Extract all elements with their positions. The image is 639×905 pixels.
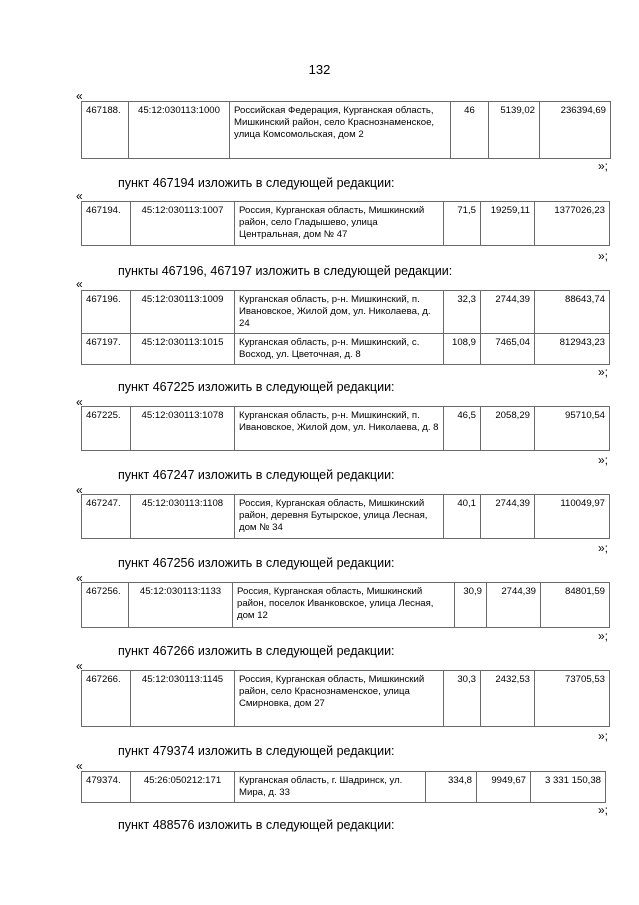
cadastral-number: 45:12:030113:1108: [131, 495, 235, 539]
record-table: [81, 101, 611, 159]
area: 46,5: [444, 407, 481, 451]
close-quote: »;: [598, 453, 609, 467]
amendment-heading: пункт 467194 изложить в следующей редакции:: [118, 176, 395, 190]
open-quote: «: [76, 759, 83, 773]
cadastral-value: 3 331 150,38: [531, 772, 606, 803]
record-number: 467225.: [82, 407, 131, 451]
record-number: 467196.: [82, 291, 131, 334]
cadastral-number: 45:12:030113:1145: [131, 671, 235, 727]
address: Россия, Курганская область, Мишкинский район, село Гладышево, улица Центральная, дом № 47: [235, 202, 444, 246]
close-quote: »;: [598, 159, 609, 173]
record-number: 467247.: [82, 495, 131, 539]
cadastral-value: 95710,54: [535, 407, 610, 451]
table-row: [82, 407, 610, 451]
record-table: [81, 406, 610, 451]
price: 9949,67: [477, 772, 531, 803]
cadastral-value: 73705,53: [535, 671, 610, 727]
open-quote: «: [76, 395, 83, 409]
cadastral-number: 45:12:030113:1007: [131, 202, 235, 246]
record-number: 467188.: [82, 102, 129, 159]
cadastral-value: 236394,69: [540, 102, 611, 159]
record-number: 467197.: [82, 334, 131, 365]
table-row: [82, 291, 610, 334]
cadastral-value: 110049,97: [535, 495, 610, 539]
record-number: 467266.: [82, 671, 131, 727]
amendment-heading: пункт 467247 изложить в следующей редакции:: [118, 468, 395, 482]
close-quote: »;: [598, 729, 609, 743]
record-number: 467194.: [82, 202, 131, 246]
table-row: [82, 671, 610, 727]
open-quote: «: [76, 659, 83, 673]
close-quote: »;: [598, 365, 609, 379]
area: 108,9: [444, 334, 481, 365]
address: Россия, Курганская область, Мишкинский район, село Краснознаменское, улица Смирновка, дом 27: [235, 671, 444, 727]
address: Курганская область, р-н. Мишкинский, с. Восход, ул. Цветочная, д. 8: [235, 334, 444, 365]
area: 334,8: [426, 772, 477, 803]
table-row: [82, 583, 610, 628]
area: 30,9: [455, 583, 487, 628]
address: Россия, Курганская область, Мишкинский район, поселок Иванковское, улица Лесная, дом 12: [233, 583, 455, 628]
close-quote: »;: [598, 541, 609, 555]
table-row: [82, 202, 610, 246]
area: 46: [451, 102, 489, 159]
cadastral-number: 45:26:050212:171: [131, 772, 235, 803]
record-number: 479374.: [82, 772, 131, 803]
area: 40,1: [444, 495, 481, 539]
open-quote: «: [76, 189, 83, 203]
amendment-heading: пункт 488576 изложить в следующей редакции:: [118, 818, 395, 832]
cadastral-value: 1377026,23: [535, 202, 610, 246]
record-table: [81, 201, 610, 246]
amendment-heading: пункт 479374 изложить в следующей редакции:: [118, 744, 395, 758]
cadastral-number: 45:12:030113:1009: [131, 291, 235, 334]
amendment-heading: пункт 467266 изложить в следующей редакции:: [118, 644, 395, 658]
record-table: [81, 582, 610, 628]
record-table: [81, 670, 610, 727]
price: 2744,39: [481, 291, 535, 334]
price: 2432,53: [481, 671, 535, 727]
cadastral-number: 45:12:030113:1078: [131, 407, 235, 451]
table-row: [82, 334, 610, 365]
area: 30,3: [444, 671, 481, 727]
address: Курганская область, р-н. Мишкинский, п. Ивановское, Жилой дом, ул. Николаева, д. 24: [235, 291, 444, 334]
amendment-heading: пункты 467196, 467197 изложить в следующей редакции:: [118, 264, 453, 278]
close-quote: »;: [598, 249, 609, 263]
price: 2744,39: [487, 583, 541, 628]
address: Российская Федерация, Курганская область, Мишкинский район, село Краснознаменское, улица Комсомольская, дом 2: [230, 102, 451, 159]
record-table: [81, 494, 610, 539]
price: 19259,11: [481, 202, 535, 246]
open-quote: «: [76, 483, 83, 497]
cadastral-number: 45:12:030113:1015: [131, 334, 235, 365]
amendment-heading: пункт 467225 изложить в следующей редакции:: [118, 380, 395, 394]
price: 2744,39: [481, 495, 535, 539]
address: Россия, Курганская область, Мишкинский район, деревня Бутырское, улица Лесная, дом № 34: [235, 495, 444, 539]
record-table: [81, 290, 610, 365]
price: 5139,02: [489, 102, 540, 159]
address: Курганская область, р-н. Мишкинский, п. Ивановское, Жилой дом, ул. Николаева, д. 8: [235, 407, 444, 451]
cadastral-number: 45:12:030113:1000: [129, 102, 230, 159]
address: Курганская область, г. Шадринск, ул. Мира, д. 33: [235, 772, 426, 803]
table-row: [82, 772, 606, 803]
table-row: [82, 102, 611, 159]
open-quote: «: [76, 277, 83, 291]
close-quote: »;: [598, 803, 609, 817]
record-table: [81, 771, 606, 803]
area: 32,3: [444, 291, 481, 334]
area: 71,5: [444, 202, 481, 246]
table-row: [82, 495, 610, 539]
price: 7465,04: [481, 334, 535, 365]
amendment-heading: пункт 467256 изложить в следующей редакции:: [118, 556, 395, 570]
cadastral-number: 45:12:030113:1133: [129, 583, 233, 628]
open-quote: «: [76, 571, 83, 585]
cadastral-value: 88643,74: [535, 291, 610, 334]
cadastral-value: 812943,23: [535, 334, 610, 365]
price: 2058,29: [481, 407, 535, 451]
open-quote: «: [76, 89, 83, 103]
record-number: 467256.: [82, 583, 129, 628]
page-number: 132: [308, 62, 331, 77]
cadastral-value: 84801,59: [541, 583, 610, 628]
close-quote: »;: [598, 629, 609, 643]
